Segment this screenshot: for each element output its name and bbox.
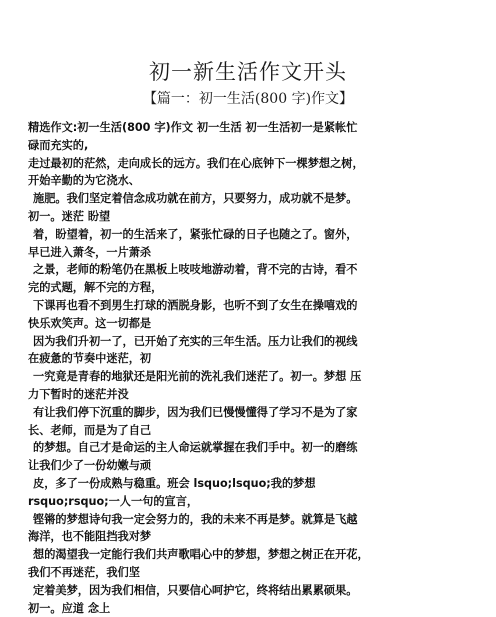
page-subtitle: 【篇一：初一生活(800 字)作文】 bbox=[142, 91, 354, 107]
body-line: 铿锵的梦想诗句我一定会努力的，我的未来不再是梦。就算是飞越 bbox=[33, 512, 358, 526]
body-line: 早已进入萧冬，一片萧杀 bbox=[28, 245, 152, 259]
page-title: 初一新生活作文开头 bbox=[149, 60, 347, 84]
body-line: 让我们少了一份幼嫩与顽 bbox=[28, 459, 152, 473]
body-line: 施肥。我们坚定着信念成功就在前方，只要努力，成功就不是梦。 bbox=[33, 192, 358, 206]
body-line: 碌而充实的, bbox=[28, 138, 89, 152]
body-line: 海洋，也不能阻挡我对梦 bbox=[28, 530, 152, 544]
body-line: 开始辛勤的为它浇水、 bbox=[28, 174, 140, 188]
body-line: 初一。应道 念上 bbox=[28, 601, 111, 615]
body-line: 长、老师，而是为了自己 bbox=[28, 423, 152, 437]
body-line: 下课再也看不到男生打球的洒脱身影，也听不到了女生在操嘻戏的 bbox=[33, 298, 358, 312]
body-line: rsquo;rsquo;一人一句的宣言， bbox=[28, 494, 199, 508]
body-line: 初一。迷茫 盼望 bbox=[28, 209, 111, 223]
body-line: 精选作文:初一生活(800 字)作文 初一生活 初一生活初一是紧帐忙 bbox=[28, 121, 358, 134]
body-line: 在疲惫的节奏中迷茫，初 bbox=[28, 352, 152, 366]
body-line: 我们不再迷茫，我们坚 bbox=[28, 565, 140, 579]
body-line: 完的式题，解不完的方程， bbox=[28, 281, 163, 295]
body-line: 着，盼望着，初一的生活来了，紧张忙碌的日子也随之了。窗外， bbox=[33, 227, 358, 241]
body-line: 因为我们升初一了，已开始了充实的三年生活。压力让我们的视线 bbox=[33, 334, 358, 348]
body-line: 力下暂时的迷茫并没 bbox=[28, 387, 129, 401]
body-line: 之景，老师的粉笔仍在黑板上吱吱地游动着，背不完的古诗，看不 bbox=[33, 263, 358, 277]
body-line: 皮，多了一份成熟与稳重。班会 lsquo;lsquo;我的梦想 bbox=[33, 476, 316, 490]
body-line: 一究竟是青春的地狱还是阳光前的洗礼我们迷茫了。初一。梦想 压 bbox=[33, 370, 362, 384]
body-line: 的梦想。自己才是命运的主人命运就掌握在我们手中。初一的磨练 bbox=[33, 441, 358, 455]
body-line: 快乐欢笑声。这一切都是 bbox=[28, 316, 152, 330]
body-line: 想的渴望我一定能行我们共声歌唱心中的梦想，梦想之树正在开花， bbox=[33, 548, 369, 562]
article-body bbox=[28, 119, 476, 617]
body-line: 走过最初的茫然，走向成长的远方。我们在心底钟下一棵梦想之树， bbox=[28, 156, 364, 170]
body-line: 定着美梦，因为我们相信，只要信心呵护它，终将结出累累硕果。 bbox=[33, 583, 358, 597]
body-line: 有让我们停下沉重的脚步，因为我们已慢慢懂得了学习不是为了家 bbox=[33, 405, 358, 419]
